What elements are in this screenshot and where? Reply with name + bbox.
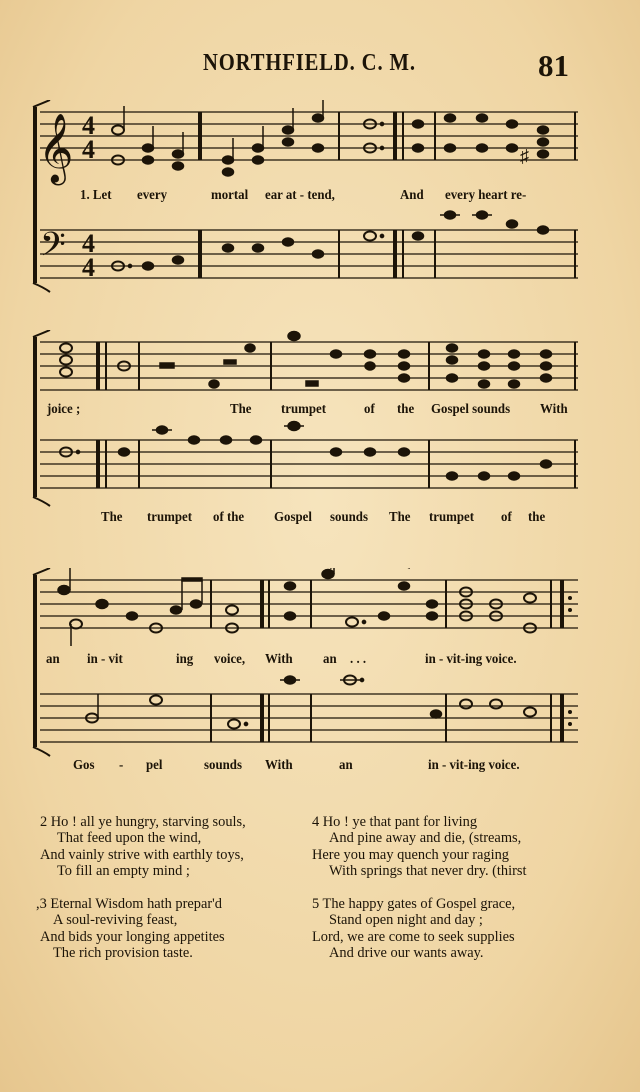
lyric-word: every: [137, 188, 168, 203]
lyric-word: With: [265, 652, 293, 667]
lyric-word: of the: [213, 510, 245, 525]
lyric-word: . . .: [350, 652, 367, 667]
lyric-word: trumpet: [147, 510, 193, 525]
verse-line: That feed upon the wind,: [57, 830, 202, 847]
verse-line: The rich provision taste.: [53, 944, 193, 961]
lyric-word: With: [265, 758, 293, 773]
hymn-title: NORTHFIELD. C. M.: [203, 50, 416, 76]
lyric-word: every heart re-: [445, 188, 527, 203]
verse-3: [36, 896, 225, 961]
svg-text:4: 4: [82, 229, 95, 258]
page-number: 81: [538, 48, 569, 83]
lyric-word: pel: [146, 758, 163, 773]
verse-line: And bids your longing appetites: [40, 928, 225, 945]
svg-text:4: 4: [82, 111, 95, 140]
lyric-word: Gospel: [274, 510, 312, 525]
lyric-word: ing: [176, 652, 194, 667]
lyric-word: ear at - tend,: [265, 188, 335, 203]
staff-system-3: [0, 568, 640, 788]
lyric-word: of: [501, 510, 512, 525]
lyric-word: With: [540, 402, 568, 417]
svg-text:4: 4: [82, 253, 95, 282]
lyric-word: And: [400, 188, 424, 203]
lyric-word: in - vit-ing voice.: [428, 758, 520, 773]
treble-clef-icon: 𝄞: [38, 113, 74, 183]
verse-line: A soul-reviving feast,: [53, 912, 178, 929]
staff-system-2: [0, 330, 640, 530]
verse-line: And pine away and die, (streams,: [329, 830, 522, 847]
lyric-word: Gospel sounds: [431, 402, 511, 417]
verse-line: 4 Ho ! ye that pant for living: [312, 814, 478, 830]
verse-line: Stand open night and day ;: [329, 912, 483, 929]
verse-line: 2 Ho ! all ye hungry, starving souls,: [40, 814, 246, 830]
lyric-word: the: [397, 402, 415, 417]
verse-line: 5 The happy gates of Gospel grace,: [312, 896, 516, 912]
verse-line: And drive our wants away.: [329, 944, 484, 961]
music-system-3: [0, 568, 640, 788]
lyric-word: of: [364, 402, 375, 417]
bass-clef-icon: 𝄢: [40, 226, 66, 272]
lyric-word: in - vit: [87, 652, 123, 667]
lyric-word: an: [46, 652, 60, 667]
lyric-word: an: [339, 758, 353, 773]
verse-4: [312, 814, 527, 879]
music-system-1: [0, 100, 640, 300]
lyric-word: Gos: [73, 758, 95, 773]
lyric-word: the: [528, 510, 546, 525]
svg-text:♯: ♯: [520, 146, 529, 166]
lyric-word: an: [323, 652, 337, 667]
verse-line: With springs that never dry. (thirst: [329, 862, 527, 879]
lyric-word: joice ;: [47, 402, 81, 417]
verse-line: And vainly strive with earthly toys,: [40, 846, 244, 863]
verse-line: Lord, we are come to seek supplies: [312, 928, 515, 945]
lyric-word: voice,: [214, 652, 246, 667]
lyric-word: in - vit-ing voice.: [425, 652, 517, 667]
notes-system-1: [112, 100, 549, 271]
lyric-word: The: [389, 510, 411, 525]
lyric-word: trumpet: [281, 402, 327, 417]
verse-2: [40, 814, 246, 879]
lyric-word: The: [230, 402, 252, 417]
verse-line: To fill an empty mind ;: [57, 862, 190, 879]
svg-text:4: 4: [82, 135, 95, 164]
verse-5: [312, 896, 515, 961]
lyric-word: sounds: [330, 510, 368, 525]
verses-block: [0, 814, 640, 974]
lyric-word: mortal: [211, 188, 249, 203]
page-header: [0, 44, 640, 94]
lyric-word: The: [101, 510, 123, 525]
lyric-word: -: [119, 758, 124, 773]
music-system-2: [0, 330, 640, 530]
lyric-word: 1. Let: [80, 188, 112, 203]
verse-line: Here you may quench your raging: [312, 846, 510, 863]
verse-line: ,3 Eternal Wisdom hath prepar'd: [36, 896, 222, 912]
lyric-word: trumpet: [429, 510, 475, 525]
treble-staff-1: [40, 112, 578, 160]
lyric-word: sounds: [204, 758, 242, 773]
